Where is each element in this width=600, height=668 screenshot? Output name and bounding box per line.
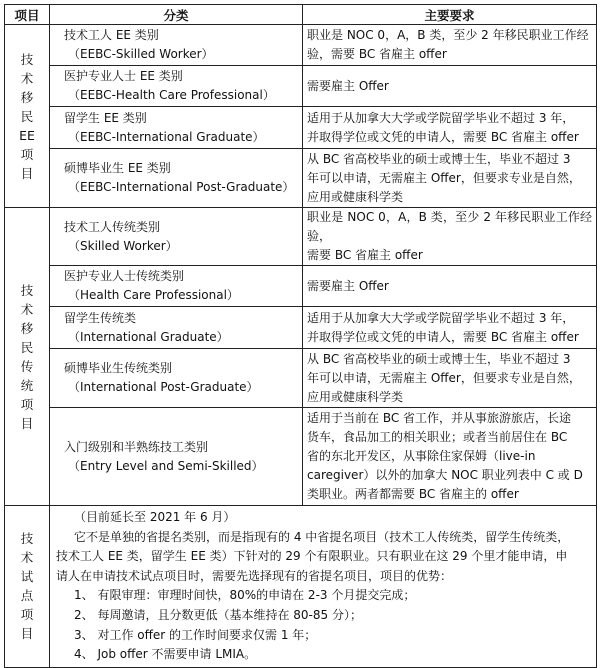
category-cell: 硕博毕业生传统类别 （International Post-Graduate） [50, 349, 303, 408]
trad-row-2 [5, 266, 597, 307]
category-cell: 硕博毕业生 EE 类别 （EEBC-International Post-Graduate） [50, 149, 303, 208]
category-cell: 技术工人 EE 类别 （EEBC-Skilled Worker） [50, 25, 303, 66]
pilot-project-label: 技 术 试 点 项 目 [5, 506, 50, 668]
pilot-advantage: 3、 对工作 offer 的工作时间要求仅需 1 年； [74, 627, 317, 642]
requirement-cell: 职业是 NOC 0，A，B 类，至少 2 年移民职业工作经 验，需要 BC 省雇主 offer [303, 25, 597, 66]
ee-row-2 [5, 66, 597, 107]
pilot-paragraph-line: 请人在申请技术试点项目时，需要先选择现有的省提名项目，项目的优势： [56, 568, 453, 583]
trad-row-5 [5, 408, 597, 506]
requirement-cell: 适用于从加拿大大学或学院留学毕业不超过 3 年， 并取得学位或文凭的申请人，需要 BC 省雇主 offer [303, 307, 597, 349]
ee-row-1 [5, 25, 597, 66]
program-table [4, 4, 597, 668]
trad-row-1 [5, 208, 597, 266]
category-cell: 医护专业人士传统类别 （Health Care Professional） [50, 266, 303, 307]
pilot-row [5, 506, 597, 668]
ee-row-3 [5, 107, 597, 149]
header-row [5, 5, 597, 25]
pilot-advantage: 2、 每周邀请，且分数更低（基本维持在 80-85 分）； [74, 607, 362, 622]
requirement-cell: 职业是 NOC 0，A，B 类，至少 2 年移民职业工作经验， 需要 BC 省雇主 offer [303, 208, 597, 266]
ee-project-label: 技 术 移 民 EE 项 目 [5, 25, 50, 208]
category-cell: 技术工人传统类别 （Skilled Worker） [50, 208, 303, 266]
category-cell: 留学生传统类 （International Graduate） [50, 307, 303, 349]
requirement-cell: 从 BC 省高校毕业的硕士或博士生，毕业不超过 3 年可以申请，无需雇主 Offer，但要求专业是自然， 应用或健康科学类 [303, 349, 597, 408]
trad-row-4 [5, 349, 597, 408]
trad-row-3 [5, 307, 597, 349]
header-requirement: 主要要求 [303, 5, 597, 25]
ee-row-4 [5, 149, 597, 208]
category-cell: 入门级别和半熟练技工类别 （Entry Level and Semi-Skilled） [50, 408, 303, 506]
pilot-paragraph-line: 它不是单独的省提名类别，而是指现有的 4 中省提名项目（技术工人传统类，留学生传统类， [74, 529, 570, 544]
pilot-advantage: 4、 Job offer 不需要申请 LMIA。 [74, 647, 257, 662]
requirement-cell: 适用于当前在 BC 省工作，并从事旅游旅店，长途 货车，食品加工的相关职业；或者当前居住在 BC 省的东北开发区，从事除住家保姆（live-in caregiver）以外的加拿大 NOC 职业列表中 C 或 D 类职业。两者都需要 BC 省雇主的 offer [303, 408, 597, 506]
category-cell: 医护专业人士 EE 类别 （EEBC-Health Care Professional） [50, 66, 303, 107]
category-cell: 留学生 EE 类别 （EEBC-International Graduate） [50, 107, 303, 149]
header-project: 项目 [5, 5, 50, 25]
requirement-cell: 需要雇主 Offer [303, 66, 597, 107]
pilot-description [50, 506, 597, 668]
requirement-cell: 从 BC 省高校毕业的硕士或博士生，毕业不超过 3 年可以申请，无需雇主 Offer，但要求专业是自然， 应用或健康科学类 [303, 149, 597, 208]
pilot-note: （目前延长至 2021 年 6 月） [74, 510, 236, 524]
traditional-project-label: 技 术 移 民 传 统 项 目 [5, 208, 50, 506]
pilot-paragraph-line: 技术工人 EE 类，留学生 EE 类）下针对的 29 个有限职业。只有职业在这 29 个里才能申请，申 [56, 549, 568, 564]
requirement-cell: 需要雇主 Offer [303, 266, 597, 307]
header-category: 分类 [50, 5, 303, 25]
pilot-advantage: 1、 有限审理：审理时间快，80%的申请在 2-3 个月提交完成； [74, 588, 416, 603]
requirement-cell: 适用于从加拿大大学或学院留学毕业不超过 3 年， 并取得学位或文凭的申请人，需要 BC 省雇主 offer [303, 107, 597, 149]
